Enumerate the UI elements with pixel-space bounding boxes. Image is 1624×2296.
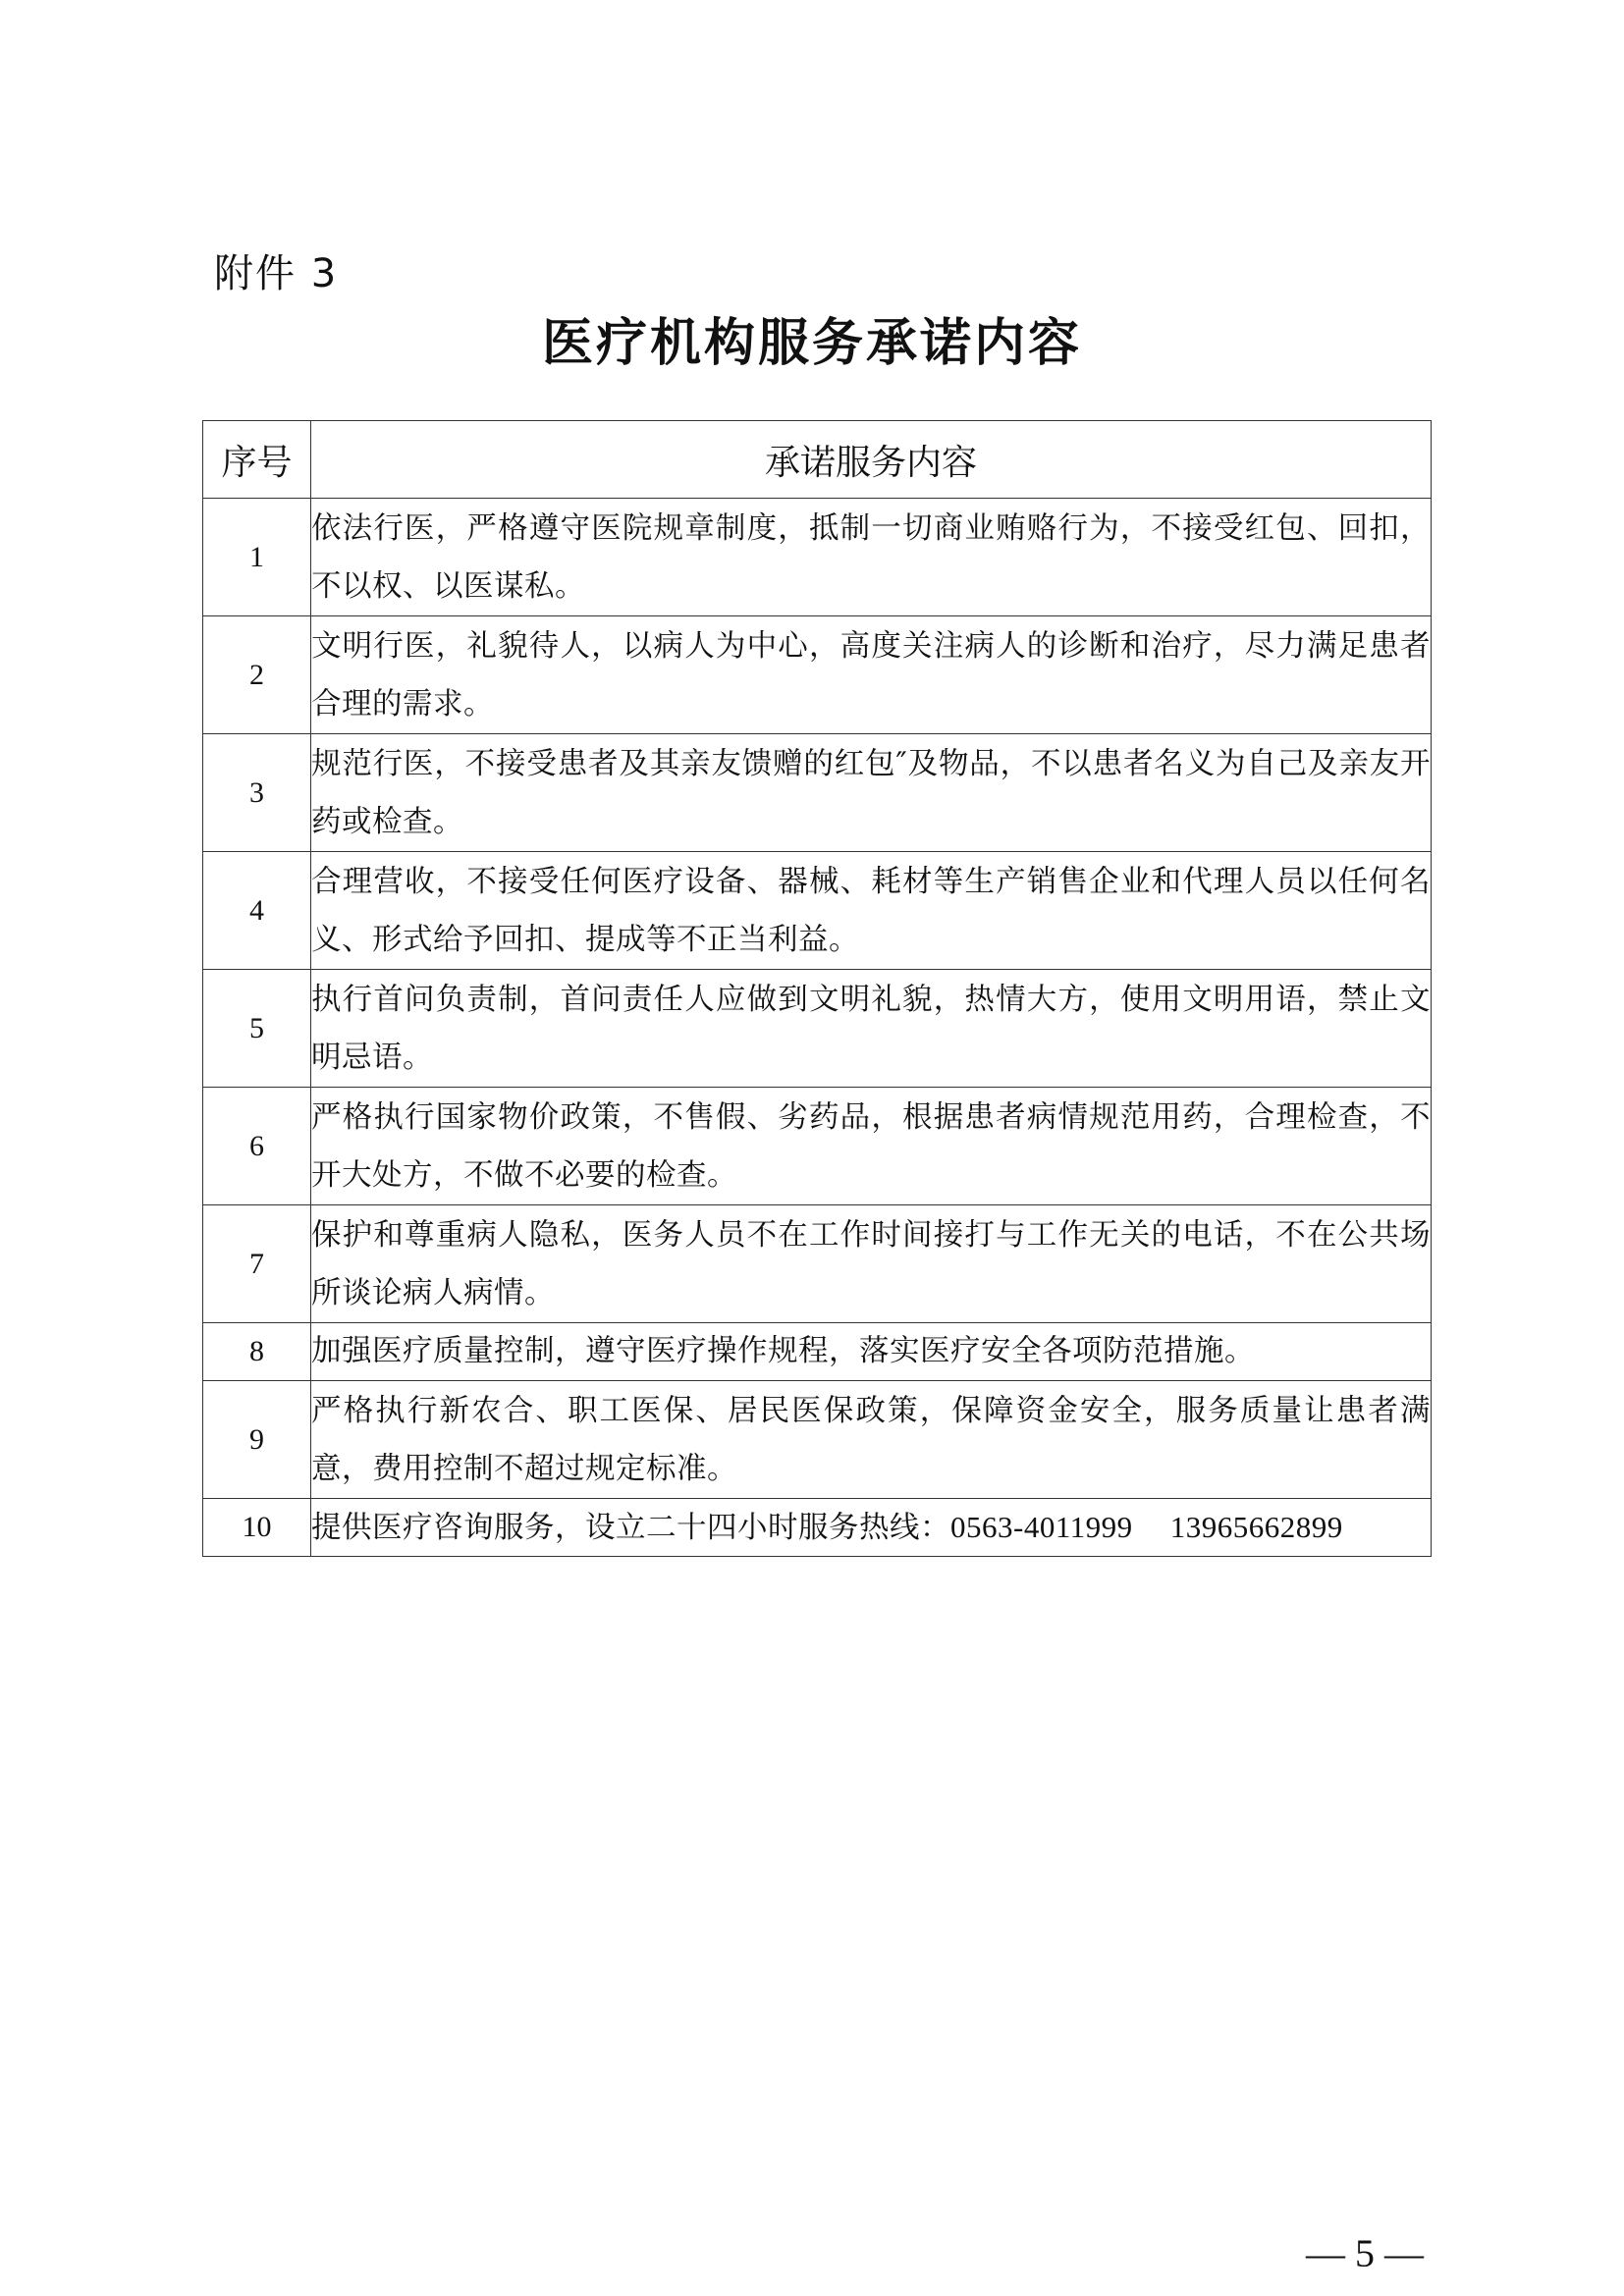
table-row xyxy=(203,499,1432,616)
table-row xyxy=(203,1088,1432,1205)
row-content: 保护和尊重病人隐私，医务人员不在工作时间接打与工作无关的电话，不在公共场所谈论病人病情。 xyxy=(311,1205,1432,1323)
row-number: 9 xyxy=(203,1381,311,1499)
table-row xyxy=(203,1499,1432,1557)
row-number: 8 xyxy=(203,1323,311,1381)
table-header-row xyxy=(203,421,1432,499)
page-number: — 5 — xyxy=(1306,2231,1424,2275)
table-row xyxy=(203,852,1432,970)
row-number: 6 xyxy=(203,1088,311,1205)
row-number: 5 xyxy=(203,970,311,1088)
table-row xyxy=(203,1323,1432,1381)
row-number: 1 xyxy=(203,499,311,616)
hotline-phone: 0563-4011999 xyxy=(950,1509,1133,1544)
row-content: 文明行医，礼貌待人，以病人为中心，高度关注病人的诊断和治疗，尽力满足患者合理的需求。 xyxy=(311,616,1432,734)
row-content: 合理营收，不接受任何医疗设备、器械、耗材等生产销售企业和代理人员以任何名义、形式给予回扣、提成等不正当利益。 xyxy=(311,852,1432,970)
table-row xyxy=(203,616,1432,734)
table-row xyxy=(203,1381,1432,1499)
row-number: 3 xyxy=(203,734,311,852)
row-content: 执行首问负责制，首问责任人应做到文明礼貌，热情大方，使用文明用语，禁止文明忌语。 xyxy=(311,970,1432,1088)
row-content: 依法行医，严格遵守医院规章制度，抵制一切商业贿赂行为，不接受红包、回扣，不以权、以医谋私。 xyxy=(311,499,1432,616)
row-number: 2 xyxy=(203,616,311,734)
header-content: 承诺服务内容 xyxy=(311,421,1432,499)
header-number: 序号 xyxy=(203,421,311,499)
row-content-hotline xyxy=(311,1499,1432,1557)
row-content: 严格执行新农合、职工医保、居民医保政策，保障资金安全，服务质量让患者满意，费用控制不超过规定标准。 xyxy=(311,1381,1432,1499)
row-content: 规范行医，不接受患者及其亲友馈赠的红包″及物品，不以患者名义为自己及亲友开药或检查。 xyxy=(311,734,1432,852)
row-content: 加强医疗质量控制，遵守医疗操作规程，落实医疗安全各项防范措施。 xyxy=(311,1323,1432,1381)
row-content: 严格执行国家物价政策，不售假、劣药品，根据患者病情规范用药，合理检查，不开大处方，不做不必要的检查。 xyxy=(311,1088,1432,1205)
hotline-text: 提供医疗咨询服务，设立二十四小时服务热线： xyxy=(311,1510,950,1545)
row-number: 7 xyxy=(203,1205,311,1323)
hotline-mobile: 13965662899 xyxy=(1169,1509,1343,1544)
attachment-label: 附件 3 xyxy=(214,251,339,296)
table-row xyxy=(203,734,1432,852)
table-row xyxy=(203,1205,1432,1323)
document-title: 医疗机构服务承诺内容 xyxy=(541,313,1082,373)
row-number: 4 xyxy=(203,852,311,970)
commitments-table xyxy=(202,420,1432,1557)
table-row xyxy=(203,970,1432,1088)
row-number: 10 xyxy=(203,1499,311,1557)
